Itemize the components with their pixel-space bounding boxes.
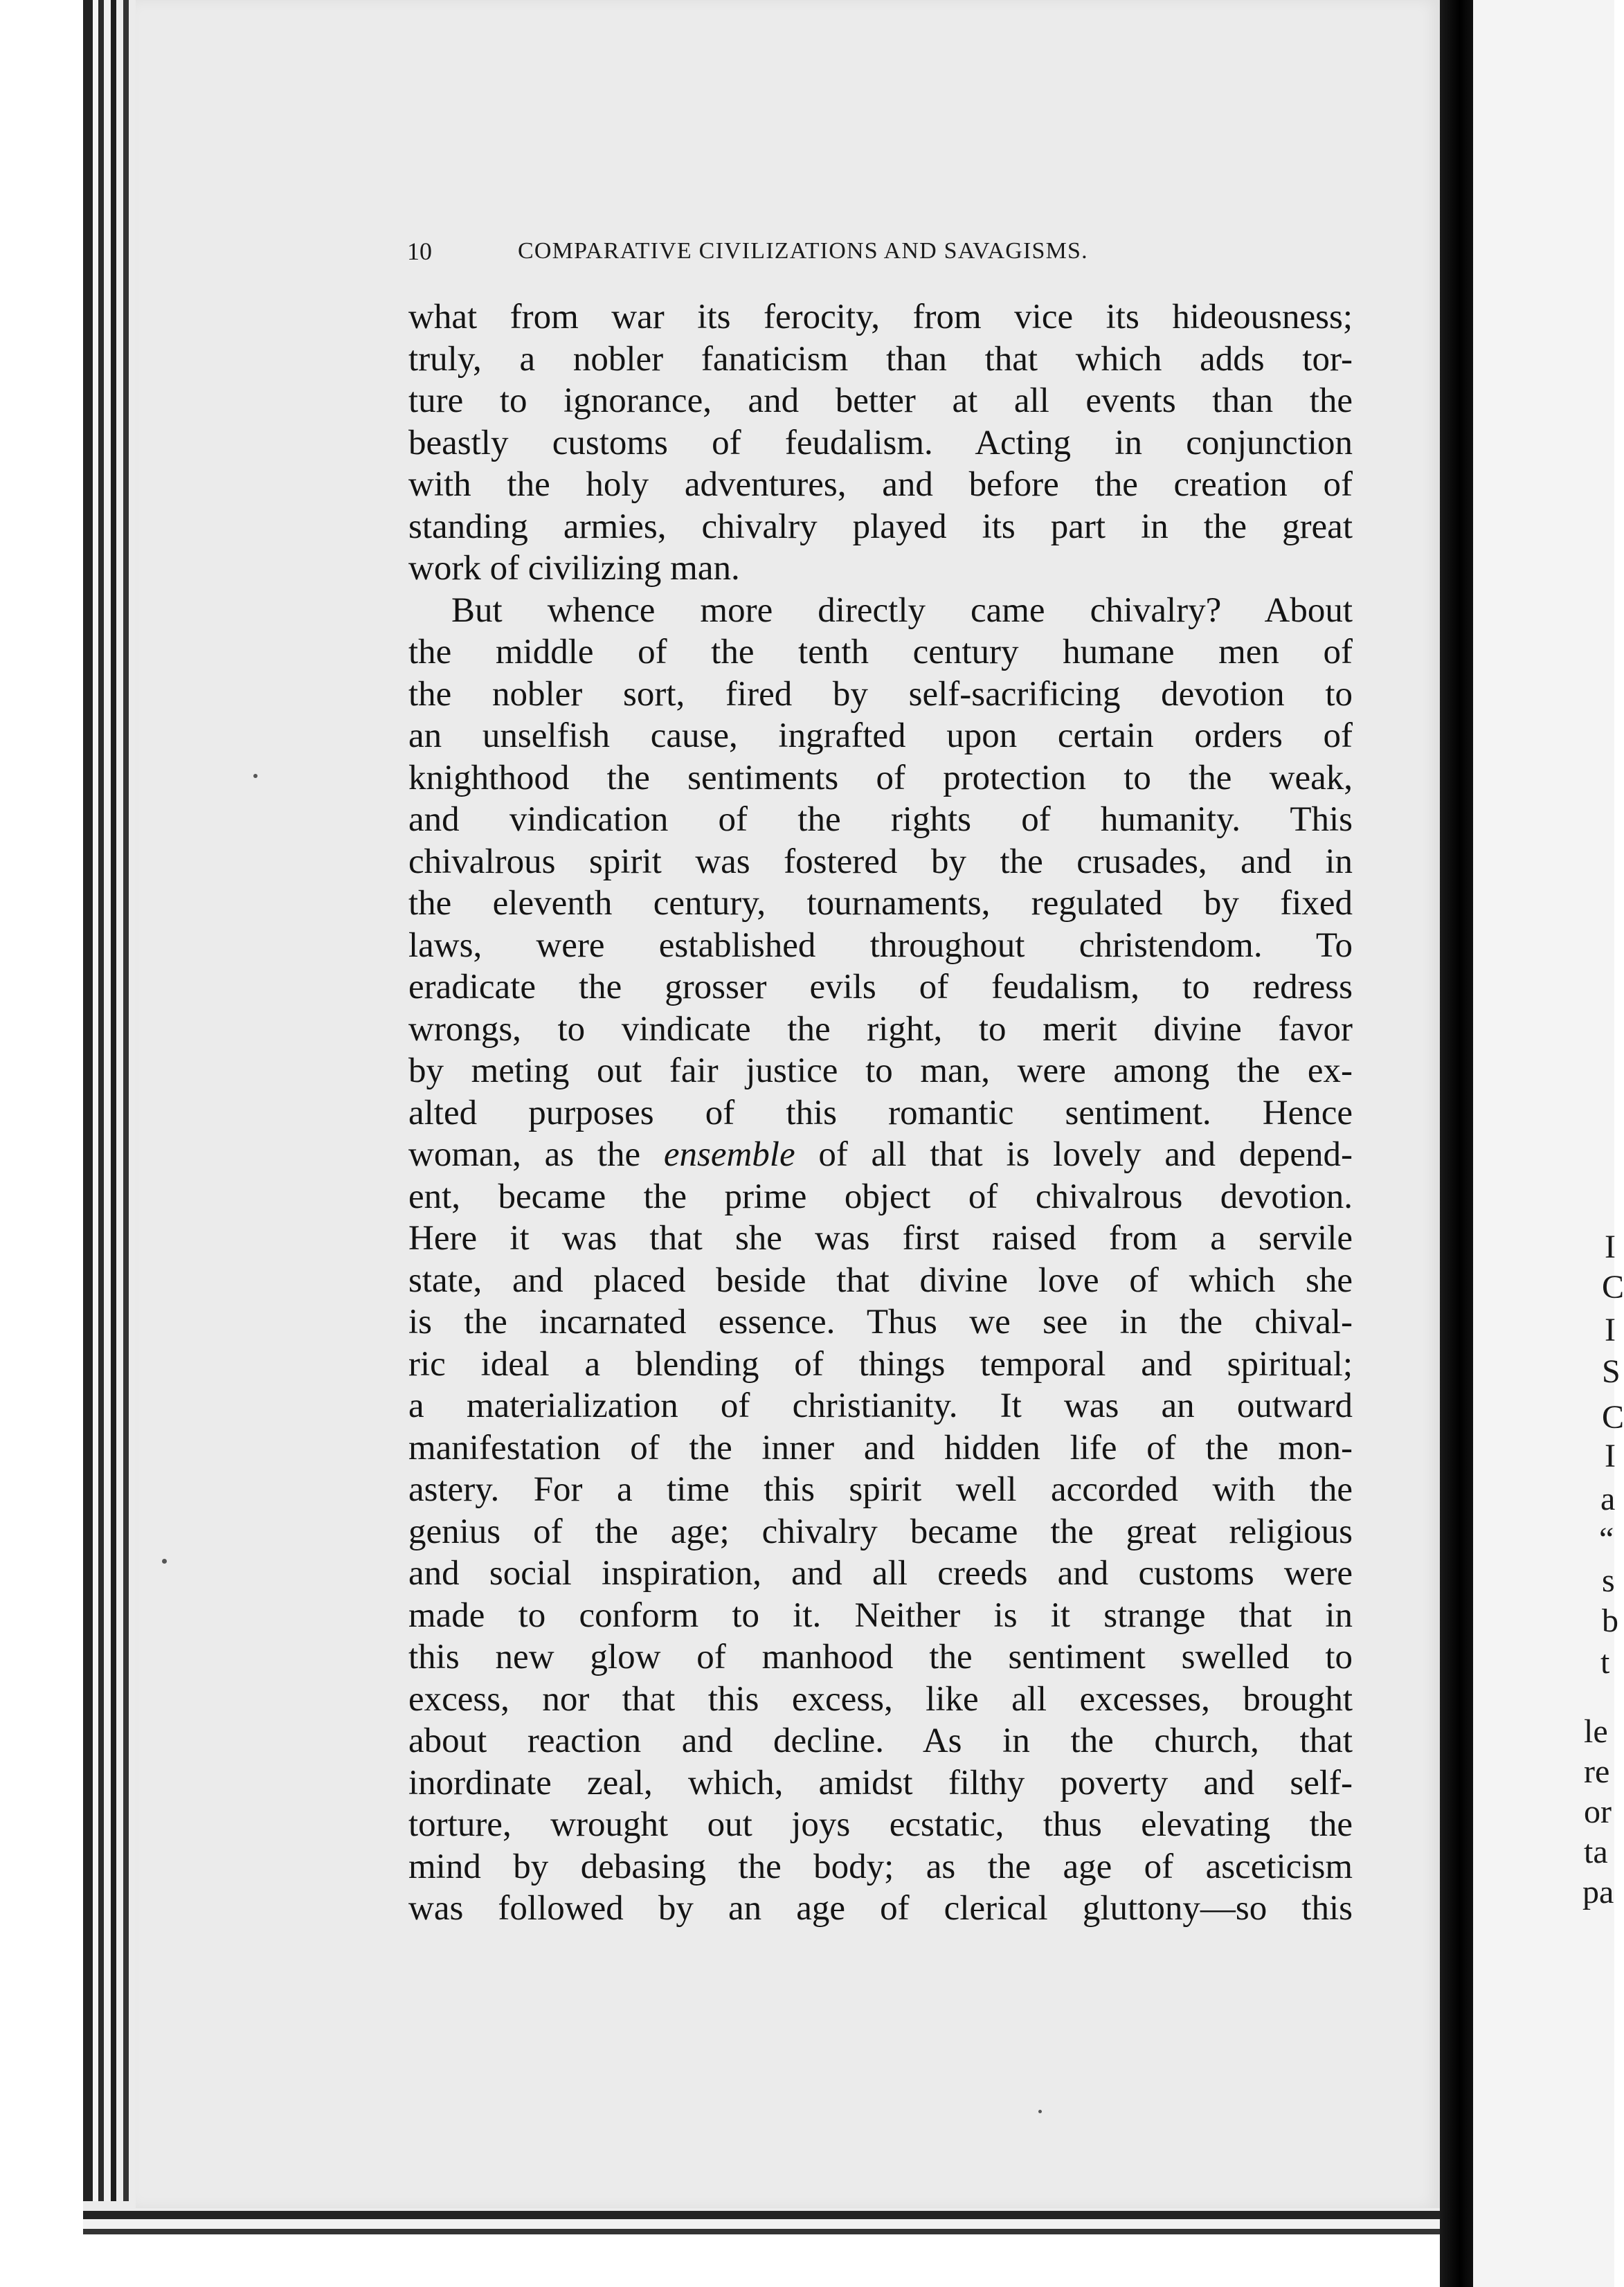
scan-speck: [162, 1559, 167, 1564]
text-line: the nobler sort, fired by self-sacrificing devotion to: [408, 674, 1353, 714]
text-segment: woman, as the: [408, 1135, 664, 1174]
text-line: But whence more directly came chivalry? About: [451, 590, 1353, 630]
text-line: excess, nor that this excess, like all excesses, brought: [408, 1679, 1353, 1719]
scan-speck: [1038, 2110, 1042, 2113]
text-line: truly, a nobler fanaticism than that which adds tor-: [408, 339, 1353, 379]
book-gutter: [1440, 0, 1473, 2287]
text-line: genius of the age; chivalry became the great religious: [408, 1512, 1353, 1551]
text-line: state, and placed beside that divine love of which she: [408, 1260, 1353, 1300]
text-line: standing armies, chivalry played its part in the great: [408, 507, 1353, 546]
text-line: was followed by an age of clerical gluttony—so this: [408, 1889, 1353, 1928]
next-page-fragment: C: [1602, 1399, 1624, 1436]
text-line: work of civilizing man.: [408, 549, 740, 588]
next-page-fragment: s: [1602, 1562, 1615, 1599]
next-page-fragment: S: [1602, 1353, 1621, 1390]
text-line: torture, wrought out joys ecstatic, thus elevating the: [408, 1805, 1353, 1844]
next-page-fragment: b: [1602, 1602, 1618, 1639]
page-number: 10: [407, 237, 432, 265]
next-page-fragment: or: [1584, 1793, 1612, 1830]
text-line: made to conform to it. Neither is it strange that in: [408, 1596, 1353, 1635]
text-line-with-italic: [408, 1134, 1353, 1176]
text-line: inordinate zeal, which, amidst filthy poverty and self-: [408, 1763, 1353, 1802]
running-head: [407, 234, 1268, 273]
next-page-fragment: “: [1599, 1521, 1614, 1557]
text-line: eradicate the grosser evils of feudalism, to redress: [408, 968, 1353, 1006]
next-page-fragment: pa: [1582, 1874, 1614, 1910]
text-line: is the incarnated essence. Thus we see in the chival-: [408, 1303, 1353, 1341]
body-text: [408, 296, 1353, 1930]
text-line: ent, became the prime object of chivalrous devotion.: [408, 1177, 1353, 1216]
text-line: ric ideal a blending of things temporal and spiritual;: [408, 1344, 1353, 1384]
page-edges-bottom: [83, 2201, 1468, 2287]
text-line: what from war its ferocity, from vice its hideousness;: [408, 298, 1353, 336]
running-head-title: COMPARATIVE CIVILIZATIONS AND SAVAGISMS.: [518, 238, 1088, 264]
text-line: alted purposes of this romantic sentiment. Hence: [408, 1093, 1353, 1132]
next-page-fragment: re: [1584, 1753, 1610, 1790]
text-line: the eleventh century, tournaments, regulated by fixed: [408, 884, 1353, 923]
text-line: knighthood the sentiments of protection to the weak,: [408, 758, 1353, 797]
text-line: with the holy adventures, and before the creation of: [408, 465, 1353, 504]
next-page-fragment: le: [1584, 1713, 1608, 1750]
next-page-fragment: t: [1600, 1644, 1610, 1681]
scan-speck: [253, 774, 258, 778]
next-page-fragment: C: [1602, 1269, 1624, 1305]
text-line: and social inspiration, and all creeds and customs were: [408, 1554, 1353, 1593]
text-line: astery. For a time this spirit well accorded with the: [408, 1470, 1353, 1509]
next-page-fragment: ta: [1584, 1834, 1608, 1870]
text-line: a materialization of christianity. It was an outward: [408, 1386, 1353, 1425]
next-page-fragment: a: [1600, 1481, 1616, 1517]
italic-word: ensemble: [663, 1135, 795, 1174]
text-line: an unselfish cause, ingrafted upon certain orders of: [408, 716, 1353, 755]
text-line: this new glow of manhood the sentiment swelled to: [408, 1638, 1353, 1676]
text-line: Here it was that she was first raised from a servile: [408, 1219, 1353, 1258]
next-page-fragment: I: [1605, 1229, 1616, 1265]
text-line: the middle of the tenth century humane men of: [408, 633, 1353, 671]
text-line: chivalrous spirit was fostered by the crusades, and in: [408, 842, 1353, 881]
next-page-fragment: I: [1605, 1438, 1616, 1474]
text-line: manifestation of the inner and hidden life of the mon-: [408, 1428, 1353, 1467]
next-page-edge: [1473, 0, 1624, 2287]
text-line: mind by debasing the body; as the age of asceticism: [408, 1847, 1353, 1886]
text-line: wrongs, to vindicate the right, to merit divine favor: [408, 1009, 1353, 1049]
text-line: by meting out fair justice to man, were among the ex-: [408, 1051, 1353, 1090]
text-segment: of all that is lovely and depend-: [818, 1135, 1353, 1174]
text-line: beastly customs of feudalism. Acting in conjunction: [408, 423, 1353, 462]
text-line: about reaction and decline. As in the church, that: [408, 1721, 1353, 1760]
text-line: ture to ignorance, and better at all events than the: [408, 381, 1353, 420]
next-page-fragment: I: [1605, 1312, 1616, 1348]
text-line: laws, were established throughout christendom. To: [408, 925, 1353, 965]
text-line: and vindication of the rights of humanity. This: [408, 800, 1353, 839]
